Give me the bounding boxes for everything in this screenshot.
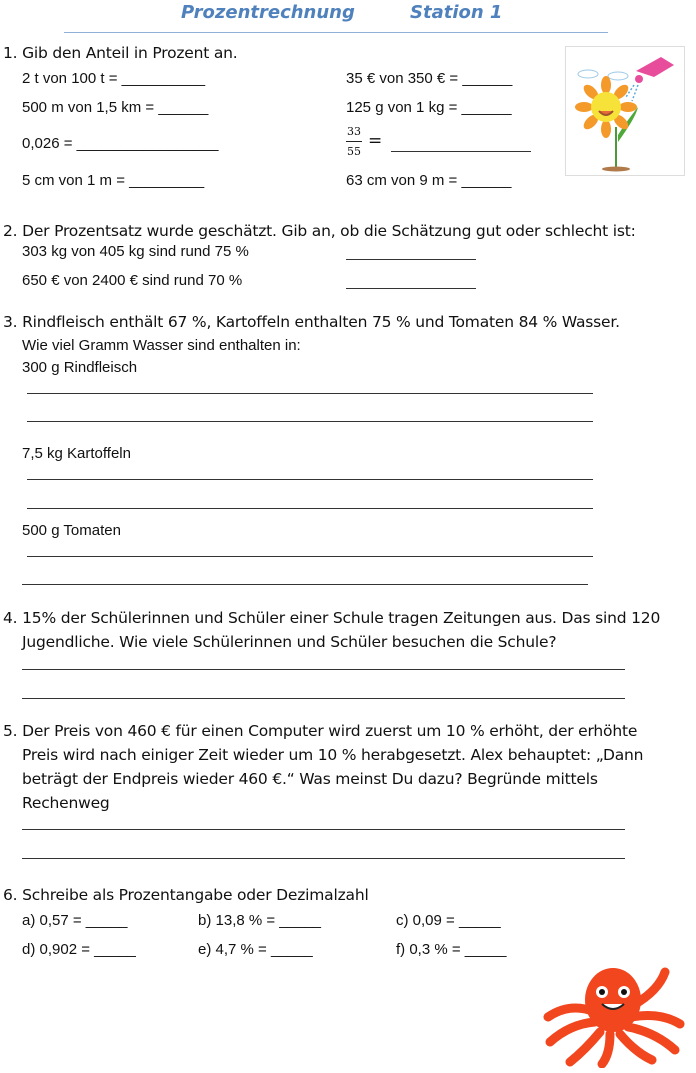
q3-item: 500 g Tomaten xyxy=(22,522,121,539)
station-label: Station 1 xyxy=(410,2,503,23)
q6-item: b) 13,8 % = _____ xyxy=(198,912,322,929)
q2-heading: 2. Der Prozentsatz wurde geschätzt. Gib an, ob die Schätzung gut oder schlecht ist: xyxy=(3,222,636,240)
q1-item: 63 cm von 9 m = ______ xyxy=(346,172,512,189)
answer-line xyxy=(391,151,531,152)
q3-item: 7,5 kg Kartoffeln xyxy=(22,445,131,462)
q1-item: 500 m von 1,5 km = ______ xyxy=(22,99,209,116)
flower-illustration xyxy=(565,46,685,176)
q3-subheading: Wie viel Gramm Wasser sind enthalten in: xyxy=(22,337,301,354)
q1-item: 35 € von 350 € = ______ xyxy=(346,70,513,87)
answer-line xyxy=(22,829,625,830)
q6-item: e) 4,7 % = _____ xyxy=(198,941,313,958)
q6-heading: 6. Schreibe als Prozentangabe oder Dezimalzahl xyxy=(3,886,369,904)
answer-line xyxy=(27,393,593,394)
q2-item: 650 € von 2400 € sind rund 70 % xyxy=(22,272,243,289)
header-divider xyxy=(64,32,608,33)
answer-line xyxy=(27,479,593,480)
answer-line xyxy=(22,584,588,585)
fraction-bar xyxy=(346,141,362,142)
q3-heading: 3. Rindfleisch enthält 67 %, Kartoffeln enthalten 75 % und Tomaten 84 % Wasser. xyxy=(3,313,620,331)
q2-item: 303 kg von 405 kg sind rund 75 % xyxy=(22,243,249,260)
q4-text: Jugendliche. Wie viele Schülerinnen und Schüler besuchen die Schule? xyxy=(22,633,557,651)
q6-item: a) 0,57 = _____ xyxy=(22,912,128,929)
q1-item: 5 cm von 1 m = _________ xyxy=(22,172,205,189)
answer-line xyxy=(346,288,476,289)
worksheet-title: Prozentrechnung xyxy=(181,2,355,23)
octopus-icon xyxy=(540,962,690,1068)
q1-heading: 1. Gib den Anteil in Prozent an. xyxy=(3,44,238,62)
octopus-illustration xyxy=(540,962,690,1068)
q5-text: beträgt der Endpreis wieder 460 €.“ Was meinst Du dazu? Begründe mittels xyxy=(22,770,598,788)
q1-item: 2 t von 100 t = __________ xyxy=(22,70,206,87)
q6-item: f) 0,3 % = _____ xyxy=(396,941,507,958)
answer-line xyxy=(27,508,593,509)
answer-line xyxy=(346,259,476,260)
q3-item: 300 g Rindfleisch xyxy=(22,359,138,376)
q4-text: 4. 15% der Schülerinnen und Schüler einer Schule tragen Zeitungen aus. Das sind 120 xyxy=(3,609,661,627)
answer-line xyxy=(22,858,625,859)
fraction-equals: = xyxy=(368,131,383,151)
answer-line xyxy=(27,556,593,557)
q5-text: Rechenweg xyxy=(22,794,110,812)
fraction-numerator: 33 xyxy=(347,125,361,138)
q1-item: 125 g von 1 kg = ______ xyxy=(346,99,512,116)
q6-item: d) 0,902 = _____ xyxy=(22,941,136,958)
fraction-denominator: 55 xyxy=(347,145,361,158)
q6-item: c) 0,09 = _____ xyxy=(396,912,501,929)
q1-item: 0,026 = _________________ xyxy=(22,135,219,152)
flower-icon xyxy=(566,47,684,175)
answer-line xyxy=(22,669,625,670)
q5-text: 5. Der Preis von 460 € für einen Computer wird zuerst um 10 % erhöht, der erhöhte xyxy=(3,722,638,740)
answer-line xyxy=(27,421,593,422)
answer-line xyxy=(22,698,625,699)
q5-text: Preis wird nach einiger Zeit wieder um 10 % herabgesetzt. Alex behauptet: „Dann xyxy=(22,746,644,764)
